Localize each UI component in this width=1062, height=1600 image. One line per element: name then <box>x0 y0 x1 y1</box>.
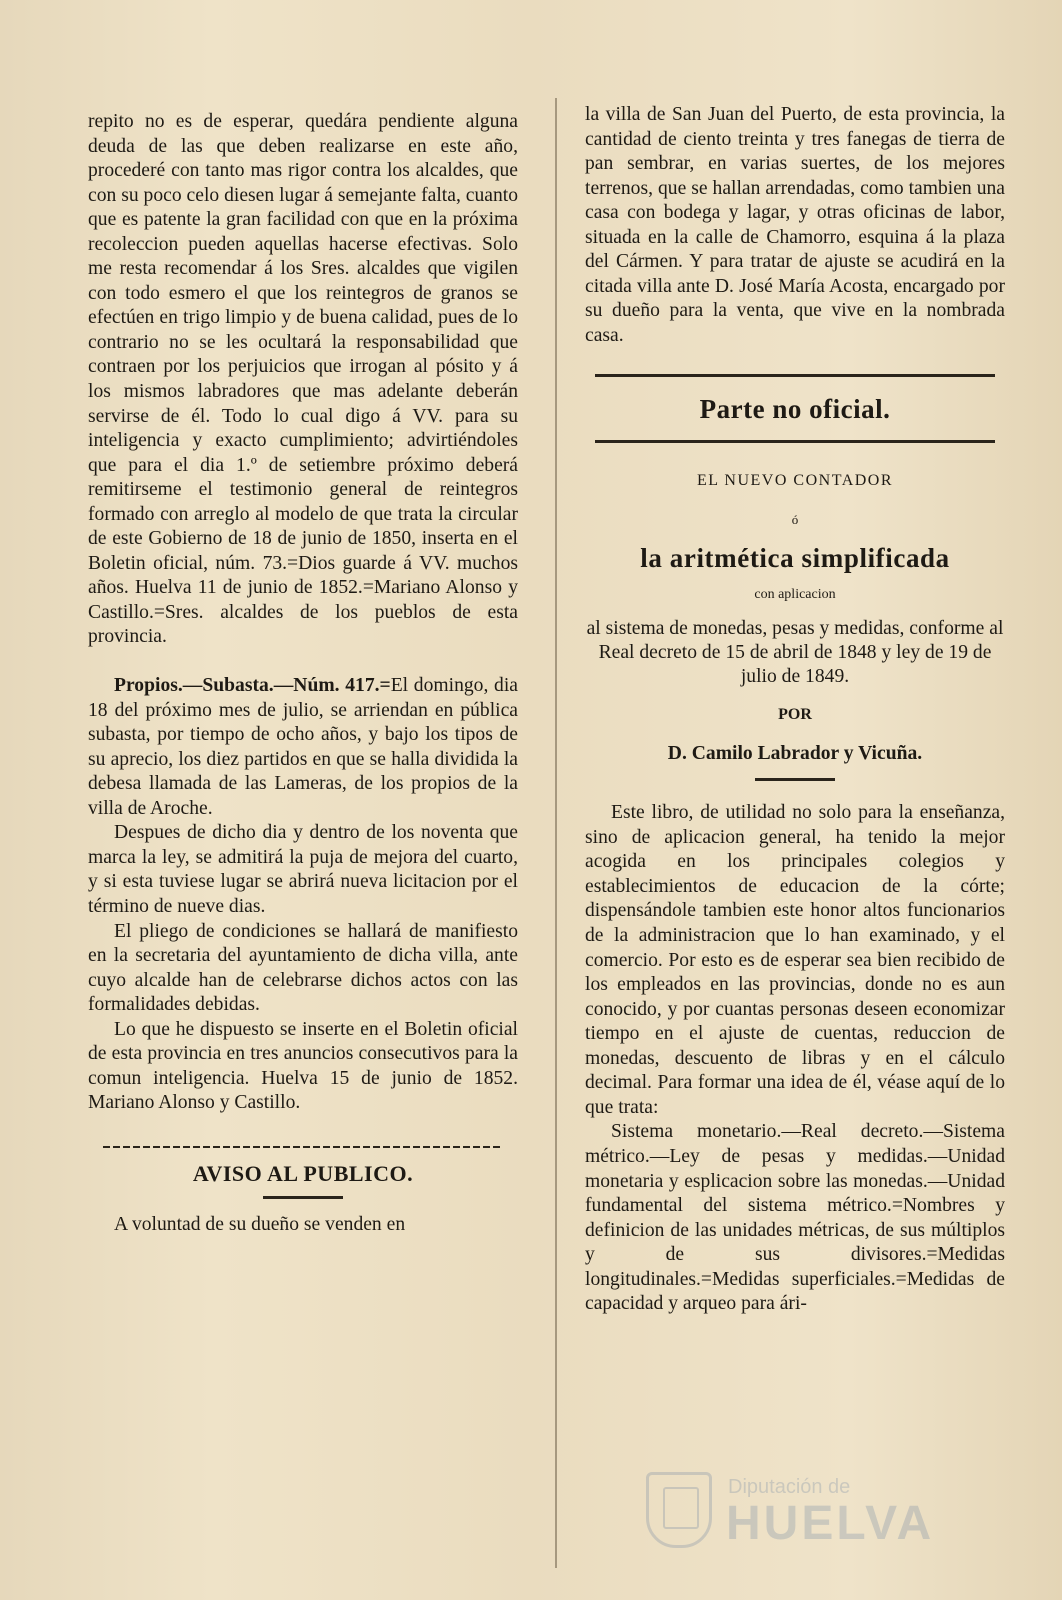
spacer <box>585 766 1005 778</box>
contents-paragraph: Sistema monetario.—Real decreto.—Sistema métrico.—Ley de pesas y medidas.—Unidad monetaria y esplicacion sobre las monedas.—Unidad fundamental del sistema métrico.=Nombres y definicion de las unidades métricas, de sus múltiplos y de sus divisores.=Medidas longitudinales.=Medidas superficiales.=Medidas de capacidad y arqueo para ári- <box>585 1121 1005 1315</box>
spacer <box>88 1116 518 1146</box>
spacer <box>88 1186 518 1196</box>
dispuesto-paragraph: Lo que he dispuesto se inserte en el Boletin oficial de esta provincia en tres anuncios consecutivos para la comun inteligencia. Huelva 15 de junio de 1852. Mariano Alonso y Castillo. <box>88 1018 518 1114</box>
venta-paragraph: la villa de San Juan del Puerto, de esta provincia, la cantidad de ciento treinta y tres fanegas de tierra de pan sembrar, en varias suertes, de los mejores terrenos, que se hallan arrendadas, como tambien una casa con bodega y lagar, y otras oficinas de labor, situada en la calle de Chamorro, esquina á la plaza del Cármen. Y para tratar de ajuste se acudirá en la citada villa ante D. José María Acosta, encargado por su dueño para la venta, que vive en la nombrada casa. <box>585 104 1005 346</box>
spacer <box>585 422 1005 440</box>
book-title-con: con aplicacion <box>754 586 836 602</box>
diputacion-huelva-watermark <box>640 1468 980 1588</box>
book-title-o: ó <box>791 511 799 527</box>
pliego-paragraph: El pliego de condiciones se hallará de manifiesto en la secretaria del ayuntamiento de dicha villa, ante cuyo alcalde han de celebrarse dichos actos con las formalidades debidas. <box>88 920 518 1016</box>
watermark-small-text: Diputación de <box>728 1476 851 1498</box>
puja-paragraph: Despues de dicho dia y dentro de los noventa que marca la ley, se admitirá la puja de mejora del cuarto, y si esta tuviese lugar se abrirá nueva licitacion por el término de nueve dias. <box>88 822 518 917</box>
spacer <box>585 689 1005 703</box>
shield-icon <box>646 1472 712 1548</box>
book-por: POR <box>778 706 812 724</box>
watermark-big-text: HUELVA <box>726 1497 935 1550</box>
section-title: Parte no oficial. <box>699 394 891 425</box>
book-author: D. Camilo Labrador y Vicuña. <box>667 742 923 764</box>
subasta-paragraph <box>88 674 518 821</box>
right-column <box>585 103 1005 1317</box>
spacer <box>585 443 1005 469</box>
book-title-2: la aritmética simplificada <box>640 543 950 574</box>
spacer <box>585 781 1005 801</box>
circular-paragraph: repito no es de esperar, quedára pendiente alguna deuda de las que deben realizarse en este año, procederé con tanto mas rigor contra los alcaldes, que con su poco celo diesen lugar á semejante falta, cuanto que es patente la gran facilidad con que en la próxima recoleccion pueden aquellas hacerse efectivas. Solo me resta recomendar á los Sres. alcaldes que vigilen con todo esmero el que los reintegros de granos se efectúen en trigo limpio y de buena calidad, pues de lo contrario no se les ocultará la responsabilidad que contraen por los perjuicios que irrogan al pósito y á los mismos labradores que mas adelante deberán servirse de él. Todo lo cual digo á VV. para su inteligencia y exacto cumplimiento; advirtiéndoles que para el dia 1.º de setiembre próximo deberá remitirseme el testimonio general de reintegros formado con arreglo al modelo de que trata la circular de este Gobierno de 18 de junio de 1850, inserta en el Boletin oficial, núm. 73.=Dios guarde á VV. muchos años. Huelva 11 de junio de 1852.=Mariano Alonso y Castillo.=Sres. alcaldes de los pueblos de esta provincia. <box>88 111 518 648</box>
spacer <box>585 348 1005 374</box>
subasta-text: El domingo, dia 18 del próximo mes de julio, se arriendan en pública subasta, por tiempo de ocho años, y bajo los tipos de su aprecio, los diez partidos en que se halla dividida la debesa llamada de las Lameras, de los propios de la villa de Aroche. <box>88 675 518 819</box>
aviso-title: AVISO AL PUBLICO. <box>192 1160 414 1186</box>
book-title-1: EL NUEVO CONTADOR <box>696 472 894 490</box>
spacer <box>585 728 1005 742</box>
libro-paragraph: Este libro, de utilidad no solo para la enseñanza, sino de aplicacion general, ha tenido la mejor acogida en los principales colegios y establecimientos de educacion de la córte; dispensándole tambien este honor altos funcionarios de la administracion que lo han examinado, y el comercio. Por esto es de esperar sea bien recibido de los empleados en las provincias, donde no es aun conocido, y por cuantas personas deseen economizar tiempo en el ajuste de cuentas, reduccion de monedas, descuento de libras y en el cálculo decimal. Para formar una idea de él, véase aquí de lo que trata: <box>585 802 1005 1118</box>
left-column <box>88 110 518 1238</box>
aviso-text: A voluntad de su dueño se venden en <box>114 1214 406 1236</box>
column-divider <box>555 98 557 1568</box>
spacer <box>585 494 1005 508</box>
book-title-3: al sistema de monedas, pesas y medidas, conforme al Real decreto de 15 de abril de 1848 y ley de 19 de julio de 1849. <box>586 618 1004 688</box>
spacer <box>585 607 1005 617</box>
spacer <box>88 1199 518 1213</box>
spacer <box>88 650 518 674</box>
subasta-lead: Propios.—Subasta.—Núm. 417.= <box>114 675 391 697</box>
spacer <box>88 1148 518 1162</box>
